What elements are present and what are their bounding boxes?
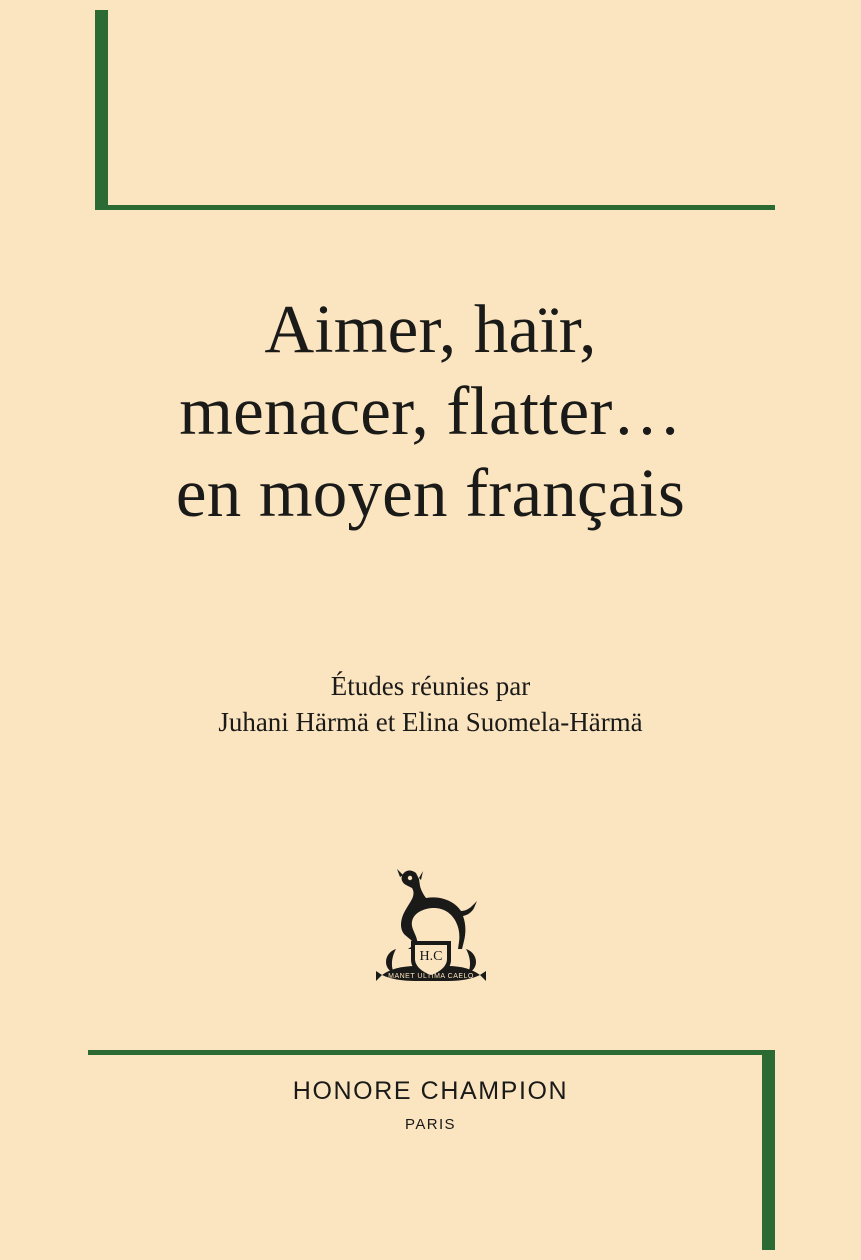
publisher-imprint: [0, 1075, 861, 1139]
title-line-2: menacer, flatter…: [179, 373, 682, 449]
title-line-1: Aimer, haïr,: [264, 291, 597, 367]
emblem-motto: MANET ULTIMA CAELO: [387, 973, 474, 980]
rearing-horse-icon: [356, 845, 506, 1015]
publisher-city: PARIS: [405, 1116, 456, 1133]
editors-names: Juhani Härmä et Elina Suomela-Härmä: [218, 707, 643, 737]
decorative-rule-bottom-horizontal: [88, 1050, 775, 1055]
publisher-name: HONORE CHAMPION: [292, 1077, 569, 1105]
decorative-rule-top-vertical: [95, 10, 108, 210]
publisher-emblem: [0, 845, 861, 1020]
emblem-monogram: H.C: [419, 949, 442, 964]
book-title: [0, 288, 861, 534]
editors-credit: [0, 668, 861, 740]
title-line-3: en moyen français: [175, 455, 686, 531]
editors-prefix: Études réunies par: [330, 671, 531, 701]
decorative-rule-top-horizontal: [95, 205, 775, 210]
